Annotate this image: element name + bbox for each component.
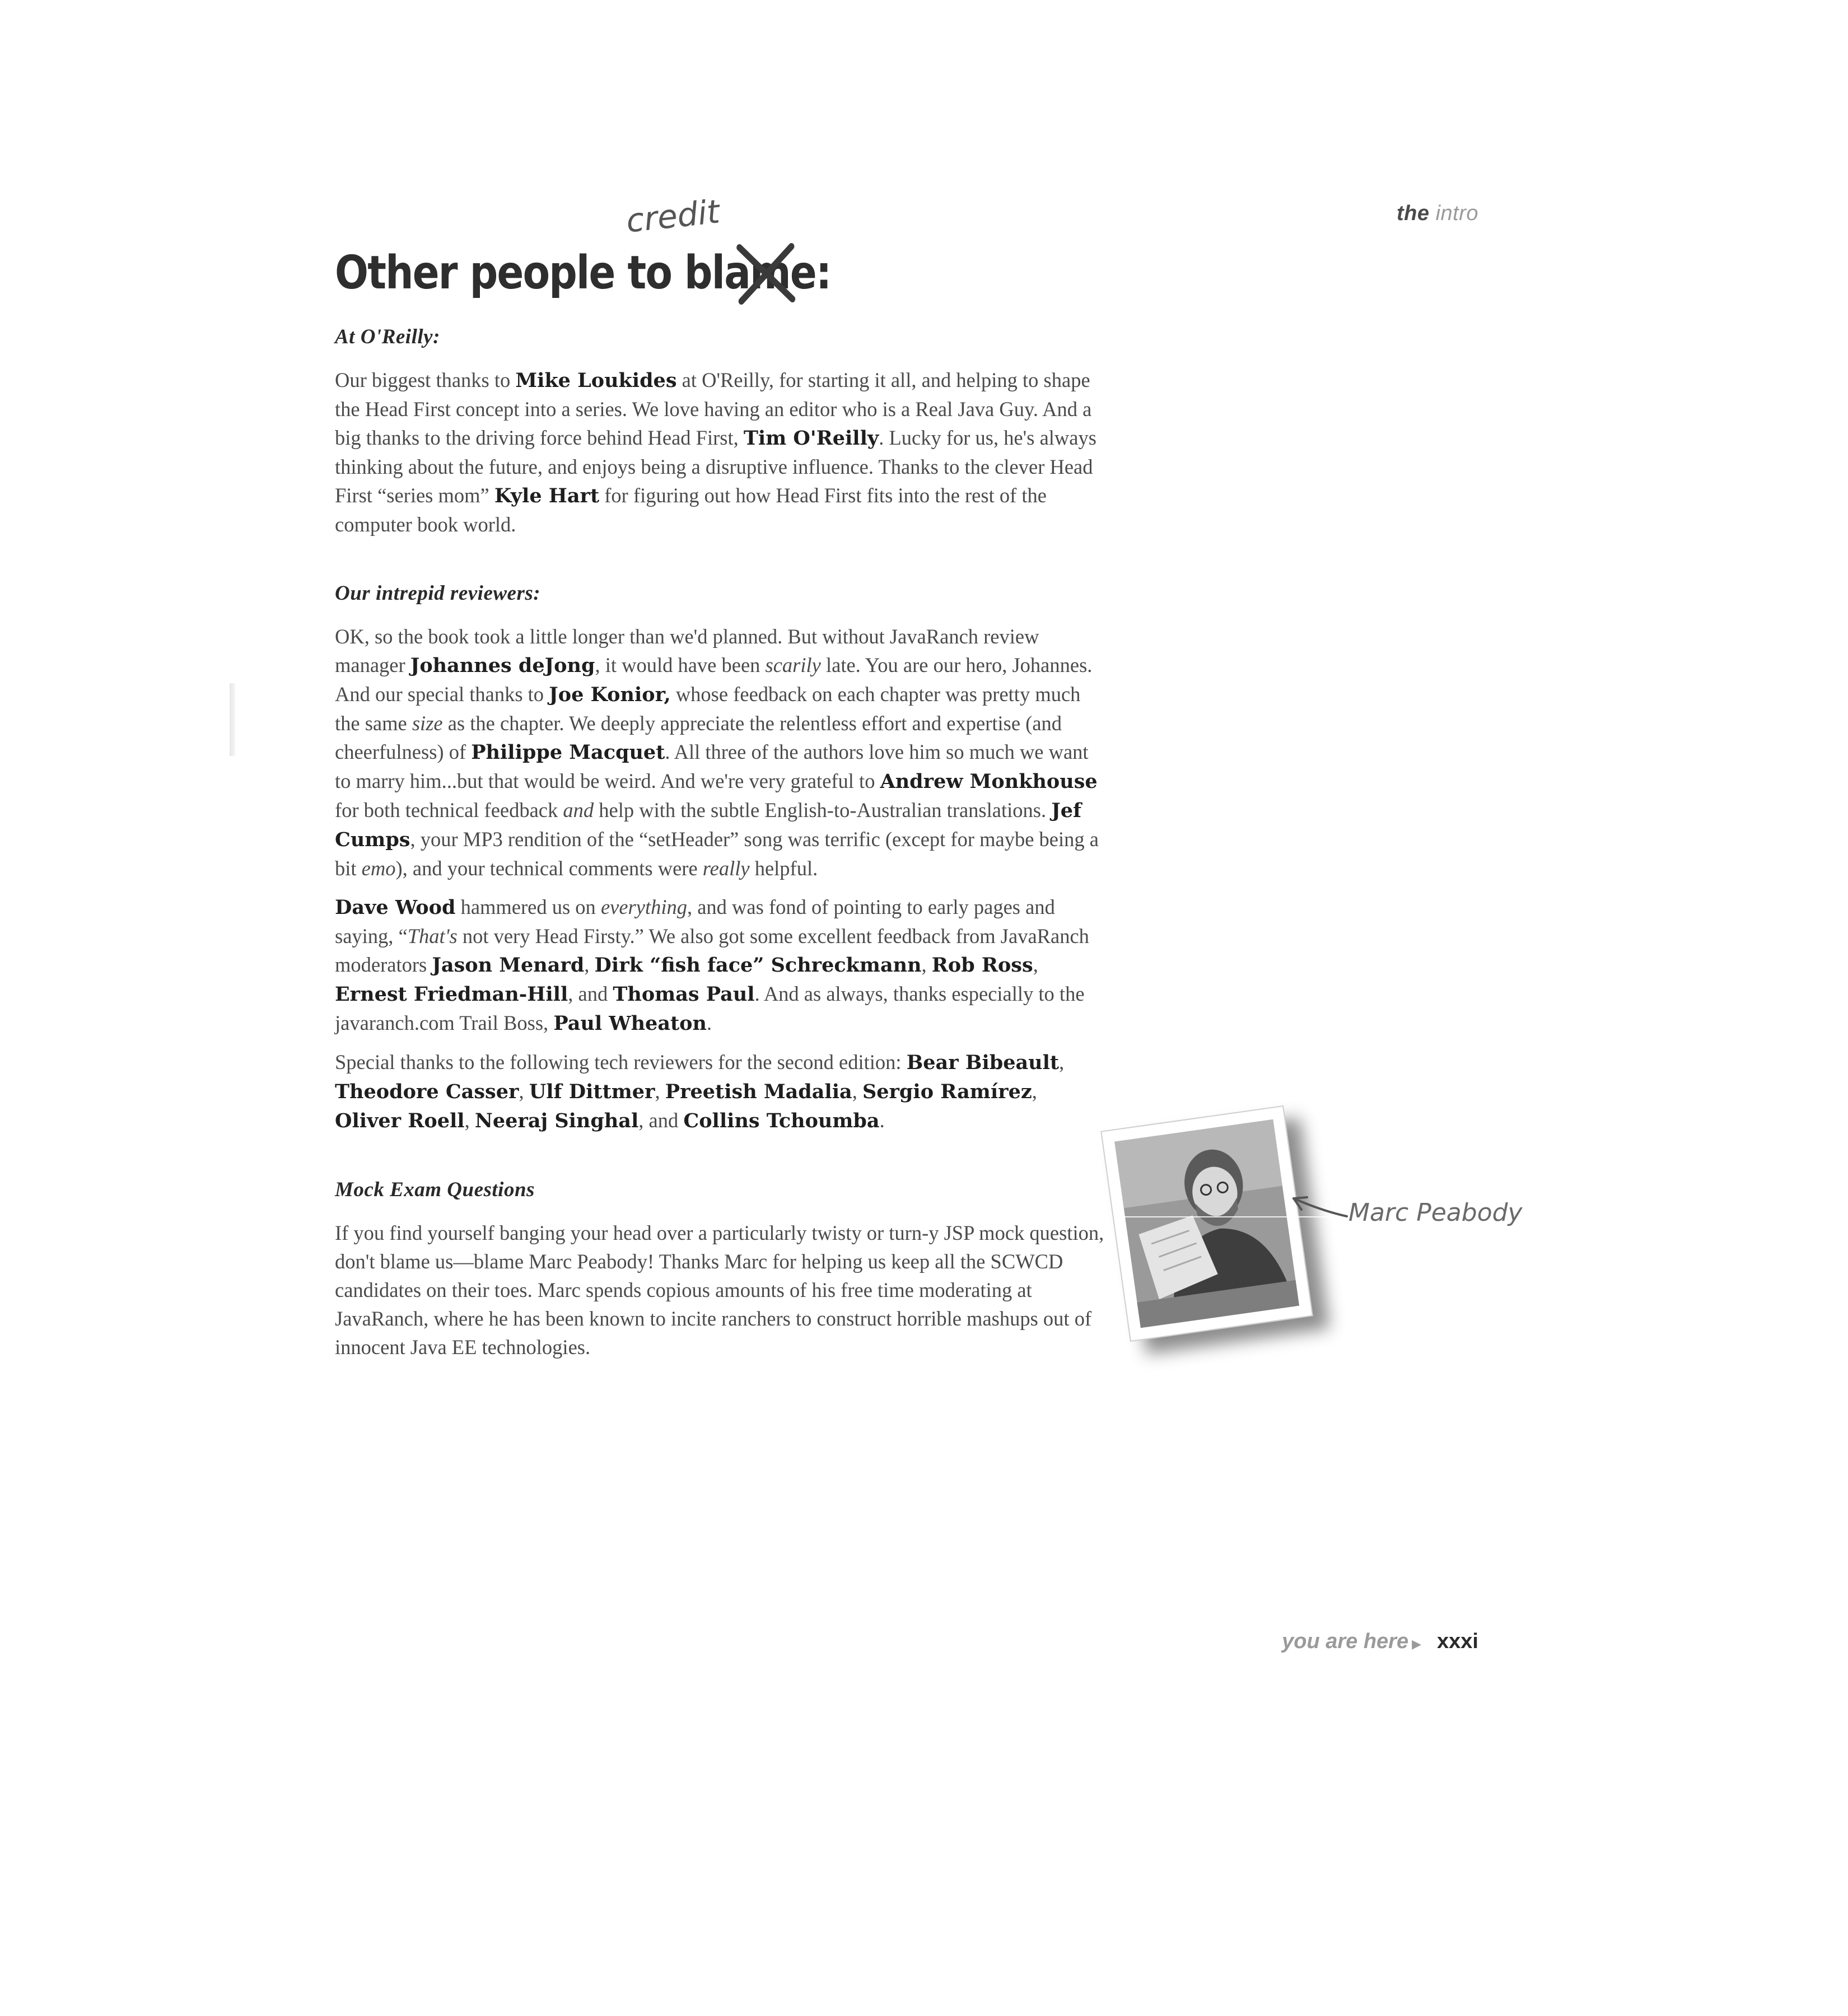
- section-gap: [335, 549, 1108, 581]
- italic-run: That's: [407, 925, 458, 948]
- italic-run: really: [702, 857, 750, 880]
- text-run: .: [879, 1109, 885, 1132]
- text-run: , it would have been: [595, 654, 766, 676]
- name-bear-bibeault: Bear Bibeault: [906, 1051, 1060, 1074]
- photo-marc-peabody: [1100, 1105, 1313, 1342]
- text-run: late. You are our hero, Johannes. And our special thanks to: [335, 654, 1093, 706]
- name-sergio-ramirez: Sergio Ramírez: [862, 1080, 1032, 1103]
- text-run: .: [706, 1011, 712, 1034]
- name-theodore-casser: Theodore Casser: [335, 1080, 519, 1103]
- section-heading-oreilly: At O'Reilly:: [335, 325, 440, 348]
- text-run: ,: [1032, 1080, 1037, 1103]
- text-run: for both technical feedback: [335, 799, 563, 822]
- text-run: Special thanks to the following tech reviewers for the second edition:: [335, 1051, 907, 1074]
- text-run: . And as always, thanks especially to the javaranch.com Trail Boss,: [335, 982, 1085, 1034]
- text-run: OK, so the book took a little longer than we'd planned. But without JavaRanch review manager: [335, 625, 1039, 676]
- strike-x-icon: [735, 243, 797, 305]
- photo-caption: Marc Peabody: [1348, 1198, 1523, 1227]
- page-number: xxxi: [1437, 1630, 1478, 1653]
- name-jason-menard: Jason Menard: [432, 954, 585, 977]
- running-header-word-the: the: [1397, 202, 1430, 225]
- text-run: ,: [852, 1080, 862, 1103]
- text-run: . All three of the authors love him so much we want to marry him...but that would be weird. And we're very grateful to: [335, 740, 1089, 792]
- italic-run: scarily: [765, 654, 821, 676]
- text-run: as the chapter. We deeply appreciate the relentless effort and expertise (and cheerfulness) of: [335, 712, 1062, 763]
- text-run: ), and your technical comments were: [395, 857, 703, 880]
- paragraph-reviewers-1: [335, 622, 1108, 883]
- name-dave-wood: Dave Wood: [335, 896, 456, 919]
- text-run: ,: [464, 1109, 475, 1132]
- scan-margin-mark: [230, 683, 235, 756]
- paragraph-reviewers-3: [335, 1048, 1108, 1135]
- body-column: [335, 325, 1108, 1371]
- italic-run: everything: [600, 895, 687, 918]
- caption-arrow-icon: [1282, 1188, 1350, 1228]
- italic-run: and: [563, 799, 594, 822]
- paragraph-mock-exam: If you find yourself banging your head over a particularly twisty or turn-y JSP mock question, don't blame us—blame Marc Peabody! Thanks Marc for helping us keep all the SCWCD candidates on their toes. Marc spends copious amounts of his free time moderating at JavaRanch, where he has been known to incite ranchers to construct horrible mashups out of innocent Java EE technologies.: [335, 1221, 1104, 1359]
- name-johannes-dejong: Johannes deJong: [410, 654, 595, 677]
- name-oliver-roell: Oliver Roell: [335, 1109, 465, 1132]
- text-run: , and: [568, 982, 613, 1005]
- text-run: ,: [1059, 1051, 1065, 1074]
- paragraph-reviewers-2: [335, 893, 1108, 1038]
- page-title: [335, 246, 830, 300]
- handwritten-insert-word: credit: [624, 192, 722, 240]
- page-title-block: [335, 192, 912, 300]
- title-prefix: Other people to: [335, 246, 685, 300]
- photo-image: [1114, 1119, 1299, 1328]
- name-mike-loukides: Mike Loukides: [515, 369, 677, 392]
- triangle-right-icon: ▶: [1412, 1637, 1422, 1651]
- text-run: hammered us on: [455, 895, 601, 918]
- name-preetish-madalia: Preetish Madalia: [665, 1080, 852, 1103]
- name-joe-konior: Joe Konior,: [549, 683, 671, 706]
- name-ernest-friedman-hill: Ernest Friedman-Hill: [335, 983, 568, 1006]
- name-thomas-paul: Thomas Paul: [613, 983, 755, 1006]
- text-run: ,: [655, 1080, 665, 1103]
- section-heading-reviewers: Our intrepid reviewers:: [335, 582, 541, 605]
- name-neeraj-singhal: Neeraj Singhal: [474, 1109, 639, 1132]
- text-run: , and was fond of pointing to early pages and saying, “: [335, 895, 1055, 948]
- text-run: . Lucky for us, he's always thinking about the future, and enjoys being a disruptive influence. Thanks to the clever Head First “series mom”: [335, 426, 1096, 507]
- name-dirk-schreckmann: Dirk “fish face” Schreckmann: [594, 954, 922, 977]
- text-run: ,: [584, 953, 595, 976]
- section-gap: [335, 1145, 1108, 1178]
- running-header: [1397, 202, 1478, 226]
- text-run: helpful.: [749, 857, 818, 880]
- struck-out-letters: [724, 246, 790, 300]
- text-run: not very Head Firsty.” We also got some excellent feedback from JavaRanch moderators: [335, 925, 1089, 976]
- title-struck-end: e:: [790, 246, 831, 300]
- italic-run: emo: [361, 857, 396, 880]
- text-run: ,: [519, 1080, 529, 1103]
- title-struck-mid: am: [724, 246, 790, 300]
- name-paul-wheaton: Paul Wheaton: [553, 1012, 707, 1035]
- footer-you-are-here: you are here: [1282, 1630, 1409, 1653]
- text-run: ,: [1033, 953, 1038, 976]
- name-ulf-dittmer: Ulf Dittmer: [529, 1080, 655, 1103]
- paragraph-oreilly: [335, 366, 1108, 539]
- text-run: , your MP3 rendition of the “setHeader” song was terrific (except for maybe being a bit: [335, 828, 1099, 880]
- text-run: Our biggest thanks to: [335, 368, 516, 391]
- name-tim-oreilly: Tim O'Reilly: [743, 427, 879, 450]
- text-run: whose feedback on each chapter was pretty much the same: [335, 683, 1081, 735]
- italic-run: size: [412, 712, 443, 735]
- name-kyle-hart: Kyle Hart: [494, 484, 600, 507]
- name-andrew-monkhouse: Andrew Monkhouse: [880, 770, 1098, 793]
- name-rob-ross: Rob Ross: [931, 954, 1033, 977]
- text-run: help with the subtle English-to-Australian translations.: [594, 799, 1052, 822]
- section-heading-mock-exam: Mock Exam Questions: [335, 1178, 535, 1201]
- text-run: , and: [638, 1109, 684, 1132]
- text-run: for figuring out how Head First fits into the rest of the computer book world.: [335, 484, 1047, 536]
- running-header-word-intro: intro: [1435, 202, 1478, 225]
- name-philippe-macquet: Philippe Macquet: [471, 741, 665, 764]
- name-collins-tchoumba: Collins Tchoumba: [683, 1109, 880, 1132]
- title-struck-start: bl: [684, 246, 725, 300]
- text-run: ,: [921, 953, 932, 976]
- text-run: at O'Reilly, for starting it all, and helping to shape the Head First concept into a series. We love having an editor who is a Real Java Guy. And a big thanks to the driving force behind Head First,: [335, 368, 1092, 449]
- name-jef-cumps: Jef Cumps: [335, 799, 1082, 851]
- page-footer: [1282, 1630, 1478, 1654]
- portrait-illustration: [1114, 1119, 1299, 1328]
